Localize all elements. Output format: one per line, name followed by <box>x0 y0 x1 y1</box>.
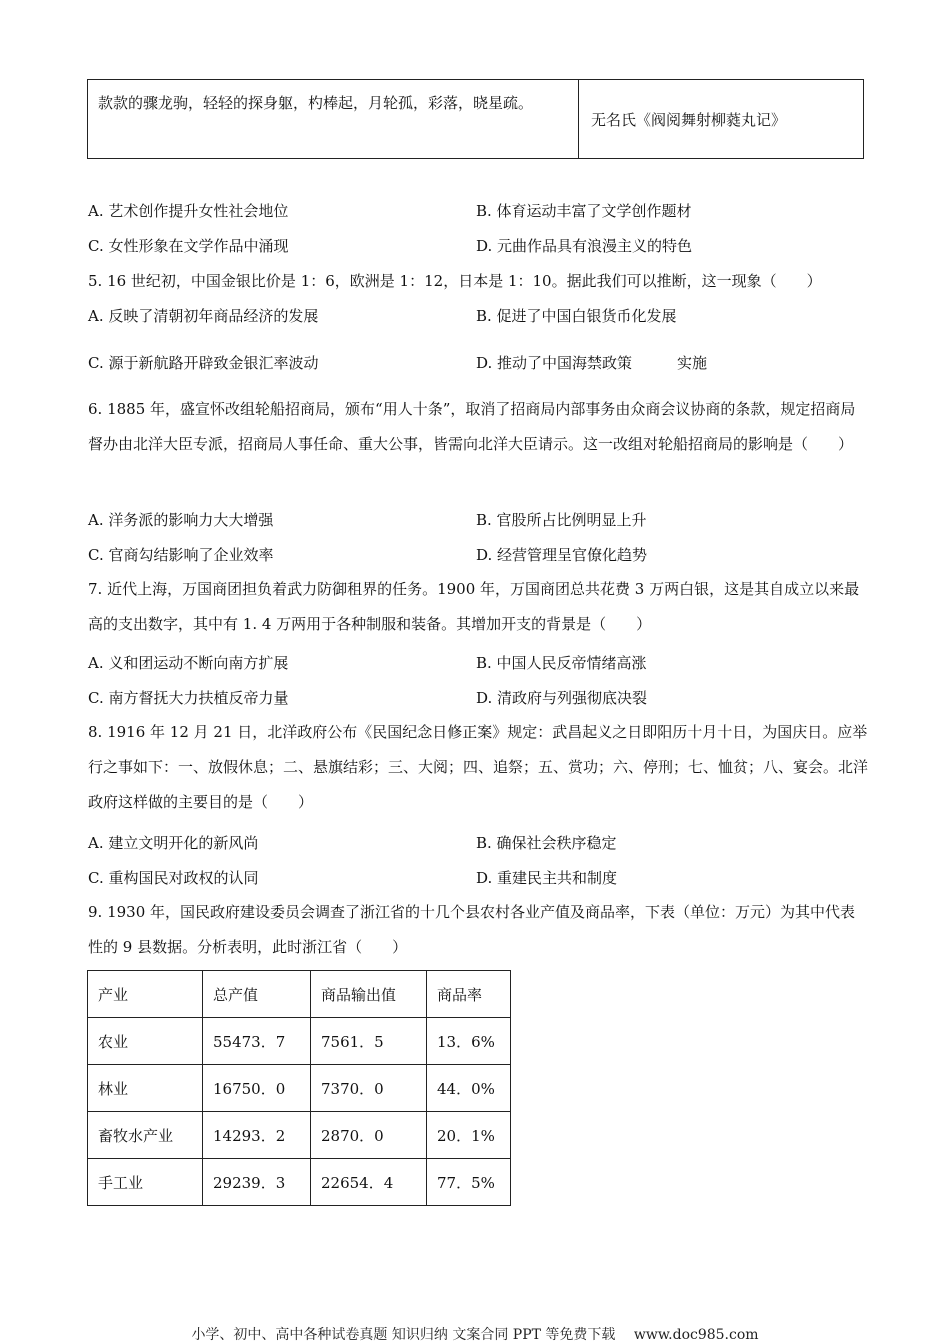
q7-stem: 7. 近代上海，万国商团担负着武力防御租界的任务。1900 年，万国商团总共花费 3 万两白银，这是其自成立以来最高的支出数字，其中有 1. 4 万两用于各种制服和装备。其增加开支的背景是（ ） <box>88 580 860 633</box>
q6-option-b: B. 官股所占比例明显上升 <box>476 511 647 529</box>
table-cell: 44．0% <box>427 1065 511 1112</box>
q8-option-c: C. 重构国民对政权的认同 <box>88 869 259 887</box>
table-cell: 2870．0 <box>311 1112 427 1159</box>
q8-option-b: B. 确保社会秩序稳定 <box>476 834 617 852</box>
q7-option-b: B. 中国人民反帝情绪高涨 <box>476 654 647 672</box>
q4-option-a: A. 艺术创作提升女性社会地位 <box>88 202 289 220</box>
table-row <box>88 1159 511 1206</box>
table-cell: 29239．3 <box>203 1159 311 1206</box>
q4-option-d: D. 元曲作品具有浪漫主义的特色 <box>476 237 693 255</box>
q5-option-a: A. 反映了清朝初年商品经济的发展 <box>88 307 319 325</box>
page-footer: 小学、初中、高中各种试卷真题 知识归纳 文案合同 PPT 等免费下载 www.doc985.com <box>191 1327 759 1343</box>
table-cell: 14293．2 <box>203 1112 311 1159</box>
table-cell: 农业 <box>88 1018 203 1065</box>
table-row <box>88 1065 511 1112</box>
table-header-cell: 商品率 <box>427 971 511 1018</box>
q6-option-a: A. 洋务派的影响力大大增强 <box>88 511 274 529</box>
q5-stem: 5. 16 世纪初，中国金银比价是 1：6，欧洲是 1：12，日本是 1：10。据此我们可以推断，这一现象（ ） <box>88 272 822 290</box>
table-cell: 林业 <box>88 1065 203 1112</box>
q6-option-d: D. 经营管理呈官僚化趋势 <box>476 546 648 564</box>
table-header-cell: 产业 <box>88 971 203 1018</box>
q7-option-d: D. 清政府与列强彻底决裂 <box>476 689 648 707</box>
q7-option-c: C. 南方督抚大力扶植反帝力量 <box>88 689 289 707</box>
q9-stem: 9. 1930 年，国民政府建设委员会调查了浙江省的十几个县农村各业产值及商品率，下表（单位：万元）为其中代表性的 9 县数据。分析表明，此时浙江省（ ） <box>88 903 856 956</box>
q8-option-a: A. 建立文明开化的新风尚 <box>88 834 259 852</box>
quote-table <box>87 79 864 159</box>
q9-data-table <box>87 970 511 1206</box>
q5-option-c: C. 源于新航路开辟致金银汇率波动 <box>88 354 319 372</box>
table-cell: 畜牧水产业 <box>88 1112 203 1159</box>
table-header-row <box>88 971 511 1018</box>
table-cell: 55473．7 <box>203 1018 311 1065</box>
table-cell: 手工业 <box>88 1159 203 1206</box>
q8-stem: 8. 1916 年 12 月 21 日，北洋政府公布《民国纪念日修正案》规定：武昌起义之日即阳历十月十日，为国庆日。应举行之事如下：一、放假休息；二、悬旗结彩；三、大阅；四、追祭；五、赏功；六、停刑；七、恤贫；八、宴会。北洋政府这样做的主要目的是（ ） <box>88 723 869 811</box>
q8-option-d: D. 重建民主共和制度 <box>476 869 618 887</box>
quote-cell: 款款的骤龙驹，轻轻的探身躯，杓棒起，月轮孤，彩落，晓星疏。 <box>88 80 579 158</box>
q5-option-d: D. 推动了中国海禁政策 实施 <box>476 354 708 372</box>
table-row <box>88 1018 511 1065</box>
table-cell: 13．6% <box>427 1018 511 1065</box>
table-cell: 22654．4 <box>311 1159 427 1206</box>
source-cell: 无名氏《阀阅舞射柳蕤丸记》 <box>591 110 787 129</box>
q5-option-b: B. 促进了中国白银货币化发展 <box>476 307 677 325</box>
table-header-cell: 总产值 <box>203 971 311 1018</box>
table-cell: 7561．5 <box>311 1018 427 1065</box>
q4-option-c: C. 女性形象在文学作品中涌现 <box>88 237 289 255</box>
table-cell: 7370．0 <box>311 1065 427 1112</box>
table-cell: 16750．0 <box>203 1065 311 1112</box>
q7-option-a: A. 义和团运动不断向南方扩展 <box>88 654 289 672</box>
table-row <box>88 1112 511 1159</box>
q6-stem: 6. 1885 年，盛宣怀改组轮船招商局，颁布“用人十条”，取消了招商局内部事务由众商会议协商的条款，规定招商局督办由北洋大臣专派，招商局人事任命、重大公事，皆需向北洋大臣请示。这一改组对轮船招商局的影响是（ ） <box>88 400 856 453</box>
q6-option-c: C. 官商勾结影响了企业效率 <box>88 546 274 564</box>
table-cell: 77．5% <box>427 1159 511 1206</box>
q4-option-b: B. 体育运动丰富了文学创作题材 <box>476 202 692 220</box>
table-cell: 20．1% <box>427 1112 511 1159</box>
table-header-cell: 商品输出值 <box>311 971 427 1018</box>
